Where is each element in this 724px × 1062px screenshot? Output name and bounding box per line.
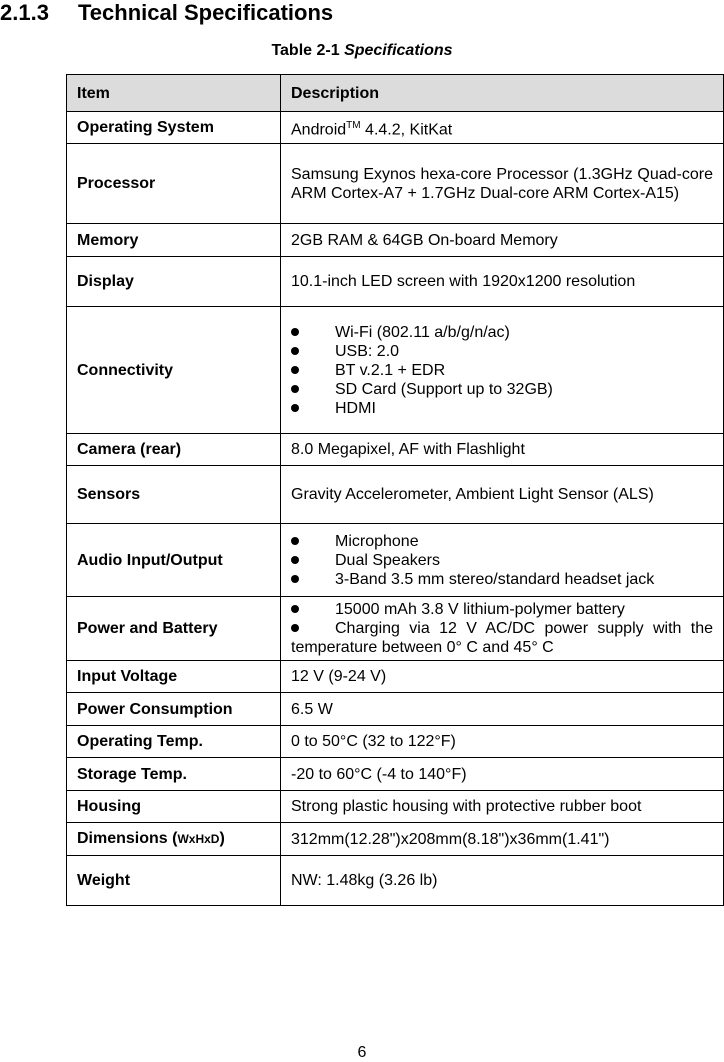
trademark-sup: TM	[346, 119, 361, 131]
section-title: Technical Specifications	[78, 0, 334, 25]
row-item: Sensors	[67, 466, 281, 524]
row-item: Processor	[67, 144, 281, 224]
row-item: Power and Battery	[67, 597, 281, 661]
table-row	[67, 524, 724, 597]
table-row	[67, 257, 724, 307]
row-item: Operating System	[67, 112, 281, 144]
row-description: 2GB RAM & 64GB On-board Memory	[281, 224, 724, 257]
table-caption	[0, 42, 724, 60]
table-row	[67, 597, 724, 661]
caption-label: Table 2-1	[271, 42, 340, 59]
list-item: Dual Speakers	[291, 551, 713, 570]
row-description	[281, 307, 724, 434]
list-item: Charging via 12 V AC/DC power supply with the temperature between 0° C and 45° C	[291, 620, 713, 656]
table-row	[67, 791, 724, 823]
row-description: 0 to 50°C (32 to 122°F)	[281, 726, 724, 758]
row-description: 6.5 W	[281, 693, 724, 726]
table-row	[67, 466, 724, 524]
caption-title: Specifications	[344, 42, 453, 59]
page-number: 6	[357, 1044, 367, 1061]
table-header-row	[67, 75, 724, 112]
list-item: HDMI	[291, 399, 713, 418]
section-number: 2.1.3	[0, 0, 49, 25]
row-item: Display	[67, 257, 281, 307]
table-row	[67, 224, 724, 257]
row-description: NW: 1.48kg (3.26 lb)	[281, 856, 724, 906]
bullet-icon	[291, 537, 299, 545]
specifications-table	[66, 74, 724, 906]
row-item: Connectivity	[67, 307, 281, 434]
bullet-icon	[291, 404, 299, 412]
row-description: Samsung Exynos hexa-core Processor (1.3GHz Quad-core ARM Cortex-A7 + 1.7GHz Dual-core ARM Cortex-A15)	[281, 144, 724, 224]
bullet-icon	[291, 328, 299, 336]
list-item: Microphone	[291, 532, 713, 551]
table-row	[67, 856, 724, 906]
row-item: Power Consumption	[67, 693, 281, 726]
list-item: 15000 mAh 3.8 V lithium-polymer battery	[291, 600, 713, 619]
bullet-icon	[291, 366, 299, 374]
bullet-icon	[291, 385, 299, 393]
table-row	[67, 693, 724, 726]
list-item: BT v.2.1 + EDR	[291, 361, 713, 380]
row-item: Audio Input/Output	[67, 524, 281, 597]
list-item: SD Card (Support up to 32GB)	[291, 380, 713, 399]
row-item: Camera (rear)	[67, 434, 281, 466]
row-description: Strong plastic housing with protective rubber boot	[281, 791, 724, 823]
table-row	[67, 112, 724, 144]
row-description: Gravity Accelerometer, Ambient Light Sensor (ALS)	[281, 466, 724, 524]
row-item: Memory	[67, 224, 281, 257]
list-item: Wi-Fi (802.11 a/b/g/n/ac)	[291, 323, 713, 342]
table-row	[67, 758, 724, 791]
row-description: 10.1-inch LED screen with 1920x1200 resolution	[281, 257, 724, 307]
table-row	[67, 307, 724, 434]
row-item: Dimensions (WxHxD)	[67, 823, 281, 856]
row-description	[281, 597, 724, 661]
bullet-icon	[291, 575, 299, 583]
row-description: 8.0 Megapixel, AF with Flashlight	[281, 434, 724, 466]
bullet-icon	[291, 605, 299, 613]
list-item: 3-Band 3.5 mm stereo/standard headset jack	[291, 570, 713, 589]
table-row	[67, 823, 724, 856]
row-item: Storage Temp.	[67, 758, 281, 791]
table-row	[67, 661, 724, 693]
row-item: Operating Temp.	[67, 726, 281, 758]
row-description: 12 V (9-24 V)	[281, 661, 724, 693]
row-description: -20 to 60°C (-4 to 140°F)	[281, 758, 724, 791]
row-item: Input Voltage	[67, 661, 281, 693]
bullet-icon	[291, 556, 299, 564]
row-item: Housing	[67, 791, 281, 823]
table-row	[67, 434, 724, 466]
section-heading	[0, 0, 333, 26]
bullet-icon	[291, 624, 299, 632]
table-row	[67, 726, 724, 758]
row-description	[281, 524, 724, 597]
list-item: USB: 2.0	[291, 342, 713, 361]
table-row	[67, 144, 724, 224]
row-description: 312mm(12.28")x208mm(8.18")x36mm(1.41")	[281, 823, 724, 856]
row-item: Weight	[67, 856, 281, 906]
row-description: Android™ 4.4.2, KitKat	[281, 112, 724, 144]
header-description: Description	[281, 75, 724, 112]
bullet-icon	[291, 347, 299, 355]
header-item: Item	[67, 75, 281, 112]
